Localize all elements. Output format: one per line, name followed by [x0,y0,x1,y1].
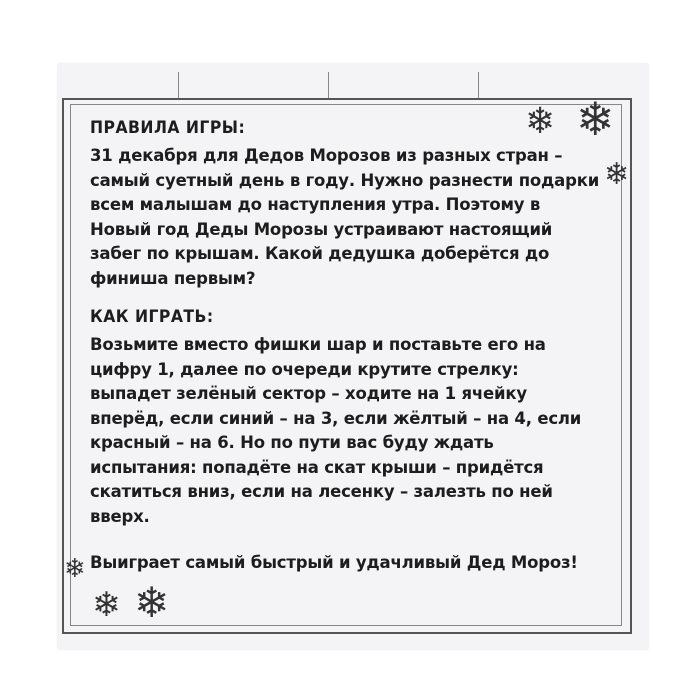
rules-heading: ПРАВИЛА ИГРЫ: [90,118,246,138]
snowflake-icon: ❄ [64,554,86,584]
closing-line: Выиграет самый быстрый и удачливый Дед Мороз! [90,553,578,572]
frame-tick [328,72,329,98]
how-to-play-heading: КАК ИГРАТЬ: [90,307,214,327]
rules-text-block [90,118,600,529]
rules-paragraph: 31 декабря для Дедов Морозов из разных стран – самый суетный день в году. Нужно разнести подарки всем малышам до наступления утра. Поэтому в Новый год Деды Морозы устраивают настоящий забег по крышам. Какой дедушка доберётся до финиша первым? [90,146,600,288]
snowflake-icon: ❄ [604,157,630,192]
frame-tick [478,72,479,98]
frame-tick [178,72,179,98]
snowflake-icon: ❄ [134,578,170,627]
how-to-play-paragraph: Возьмите вместо фишки шар и поставьте его на цифру 1, далее по очереди крутите стрелку: выпадет зелёный сектор – ходите на 1 ячейку вперёд, если синий – на 3, если жёлтый – на 4, если красный – на 6. Но по пути вас буду ждать испытания: попадёте на скат крыши – придётся скатиться вниз, если на лесенку – залезть по ней вверх. [90,335,582,526]
snowflake-icon: ❄ [92,585,121,625]
snowflake-icon: ❄ [525,101,556,142]
snowflake-icon: ❄ [576,92,615,146]
